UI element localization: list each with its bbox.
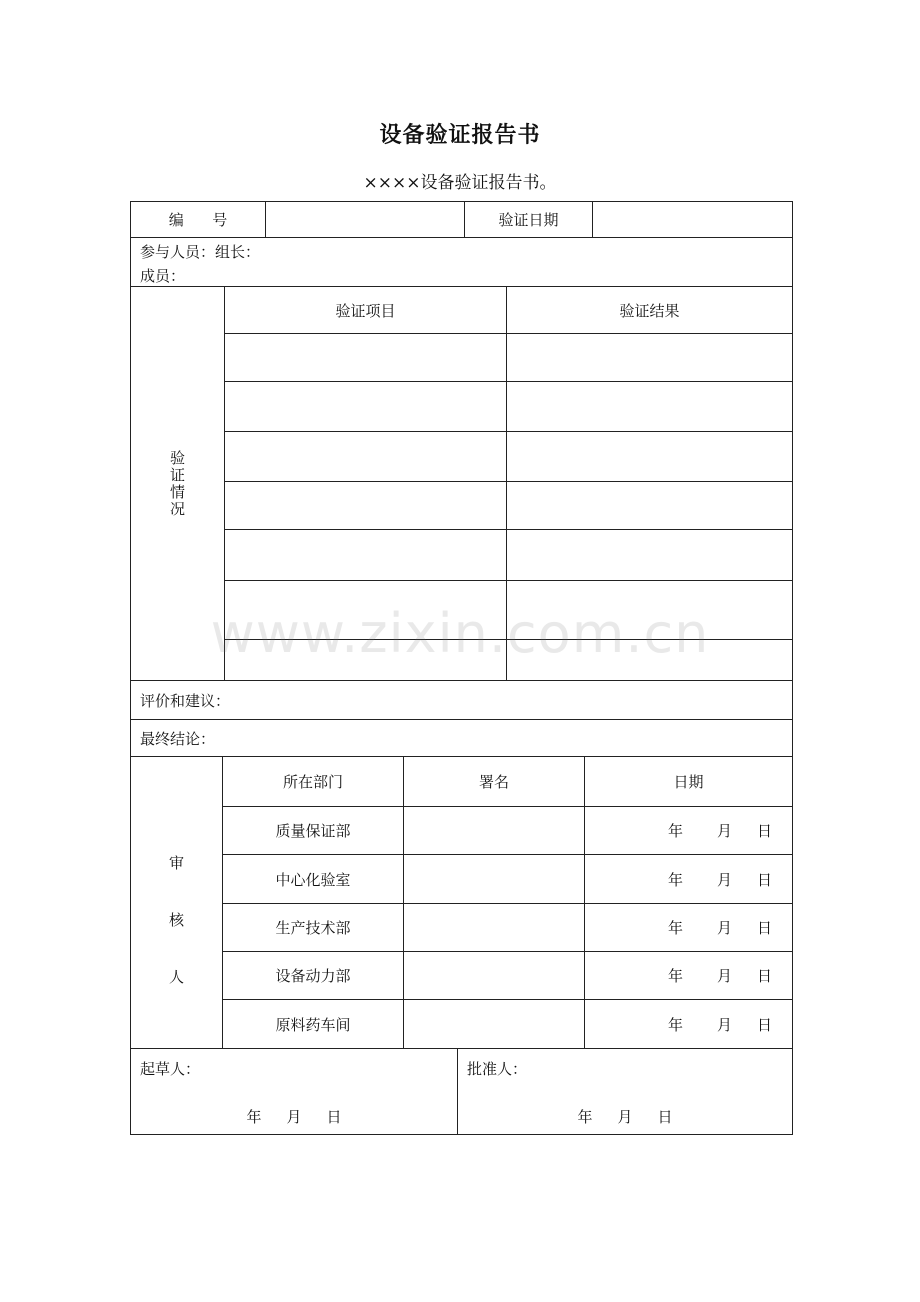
verification-label-char: 证 [169, 465, 185, 484]
department-cell: 原料药车间 [275, 1015, 351, 1034]
verification-label-char: 情 [169, 482, 185, 501]
department-cell: 生产技术部 [275, 919, 351, 937]
month-label: 月 [286, 1107, 302, 1126]
participants-members-label: 成员： [140, 266, 186, 285]
verification-label-char: 况 [169, 499, 185, 518]
verification-date-label: 验证日期 [498, 211, 559, 229]
reviewer-label-char: 核 [168, 911, 184, 929]
signature-cell[interactable] [404, 904, 584, 951]
verification-item-cell[interactable] [225, 432, 506, 481]
review-date-cell[interactable] [585, 904, 792, 951]
department-cell: 设备动力部 [275, 967, 351, 985]
verification-result-cell[interactable] [507, 382, 792, 431]
reviewer-label-char: 审 [168, 854, 184, 872]
reviewer-section-label [131, 757, 222, 1048]
year-label: 年 [246, 1107, 262, 1126]
signature-cell[interactable] [404, 855, 584, 903]
day-label: 日 [756, 1015, 772, 1034]
verification-date-field[interactable] [593, 202, 792, 237]
year-label: 年 [577, 1107, 593, 1126]
verification-item-cell[interactable] [225, 382, 506, 431]
verification-label-char: 验 [169, 448, 185, 467]
year-label: 年 [667, 919, 683, 937]
verification-result-cell[interactable] [507, 482, 792, 529]
verification-result-cell[interactable] [507, 432, 792, 481]
approver-label: 批准人： [467, 1060, 528, 1078]
signature-cell[interactable] [404, 1000, 584, 1048]
number-label: 编 号 [168, 211, 228, 229]
signature-cell[interactable] [404, 952, 584, 999]
month-label: 月 [716, 870, 732, 889]
document-subtitle: ××××设备验证报告书。 [363, 173, 557, 193]
month-label: 月 [617, 1107, 633, 1126]
day-label: 日 [657, 1107, 673, 1126]
year-label: 年 [667, 870, 683, 889]
review-date-cell[interactable] [585, 952, 792, 999]
month-label: 月 [716, 1015, 732, 1034]
reviewer-label-char: 人 [168, 968, 184, 986]
year-label: 年 [667, 1015, 683, 1034]
watermark: www.zixin.com.cn [210, 602, 710, 665]
number-field[interactable] [266, 202, 464, 237]
verification-item-cell[interactable] [225, 530, 506, 580]
verification-item-cell[interactable] [225, 581, 506, 639]
verification-result-cell[interactable] [507, 334, 792, 381]
day-label: 日 [756, 822, 772, 840]
drafter-date[interactable] [131, 1104, 457, 1128]
verification-result-cell[interactable] [507, 530, 792, 580]
approver-date[interactable] [458, 1104, 792, 1128]
review-date-cell[interactable] [585, 1000, 792, 1048]
drafter-label: 起草人： [140, 1060, 201, 1078]
review-date-cell[interactable] [585, 855, 792, 903]
verification-item-cell[interactable] [225, 640, 506, 680]
signature-header: 署名 [478, 773, 509, 791]
signature-cell[interactable] [404, 807, 584, 854]
month-label: 月 [716, 919, 732, 937]
verification-item-header: 验证项目 [335, 301, 396, 320]
verification-section-label [131, 287, 224, 680]
year-label: 年 [667, 967, 683, 985]
month-label: 月 [716, 967, 732, 985]
year-label: 年 [667, 822, 683, 840]
month-label: 月 [716, 822, 732, 840]
participants-leader-label: 参与人员：组长： [140, 242, 261, 261]
department-cell: 中心化验室 [275, 870, 351, 889]
document-title: 设备验证报告书 [379, 122, 541, 148]
verification-result-cell[interactable] [507, 581, 792, 639]
department-cell: 质量保证部 [275, 822, 351, 840]
date-header: 日期 [673, 773, 704, 791]
verification-result-cell[interactable] [507, 640, 792, 680]
verification-item-cell[interactable] [225, 334, 506, 381]
day-label: 日 [326, 1107, 342, 1126]
conclusion-label: 最终结论： [140, 729, 216, 748]
verification-item-cell[interactable] [225, 482, 506, 529]
day-label: 日 [756, 967, 772, 985]
verification-result-header: 验证结果 [619, 301, 680, 320]
day-label: 日 [756, 870, 772, 889]
day-label: 日 [756, 919, 772, 937]
department-header: 所在部门 [282, 773, 343, 791]
evaluation-label: 评价和建议： [140, 691, 231, 710]
review-date-cell[interactable] [585, 807, 792, 854]
